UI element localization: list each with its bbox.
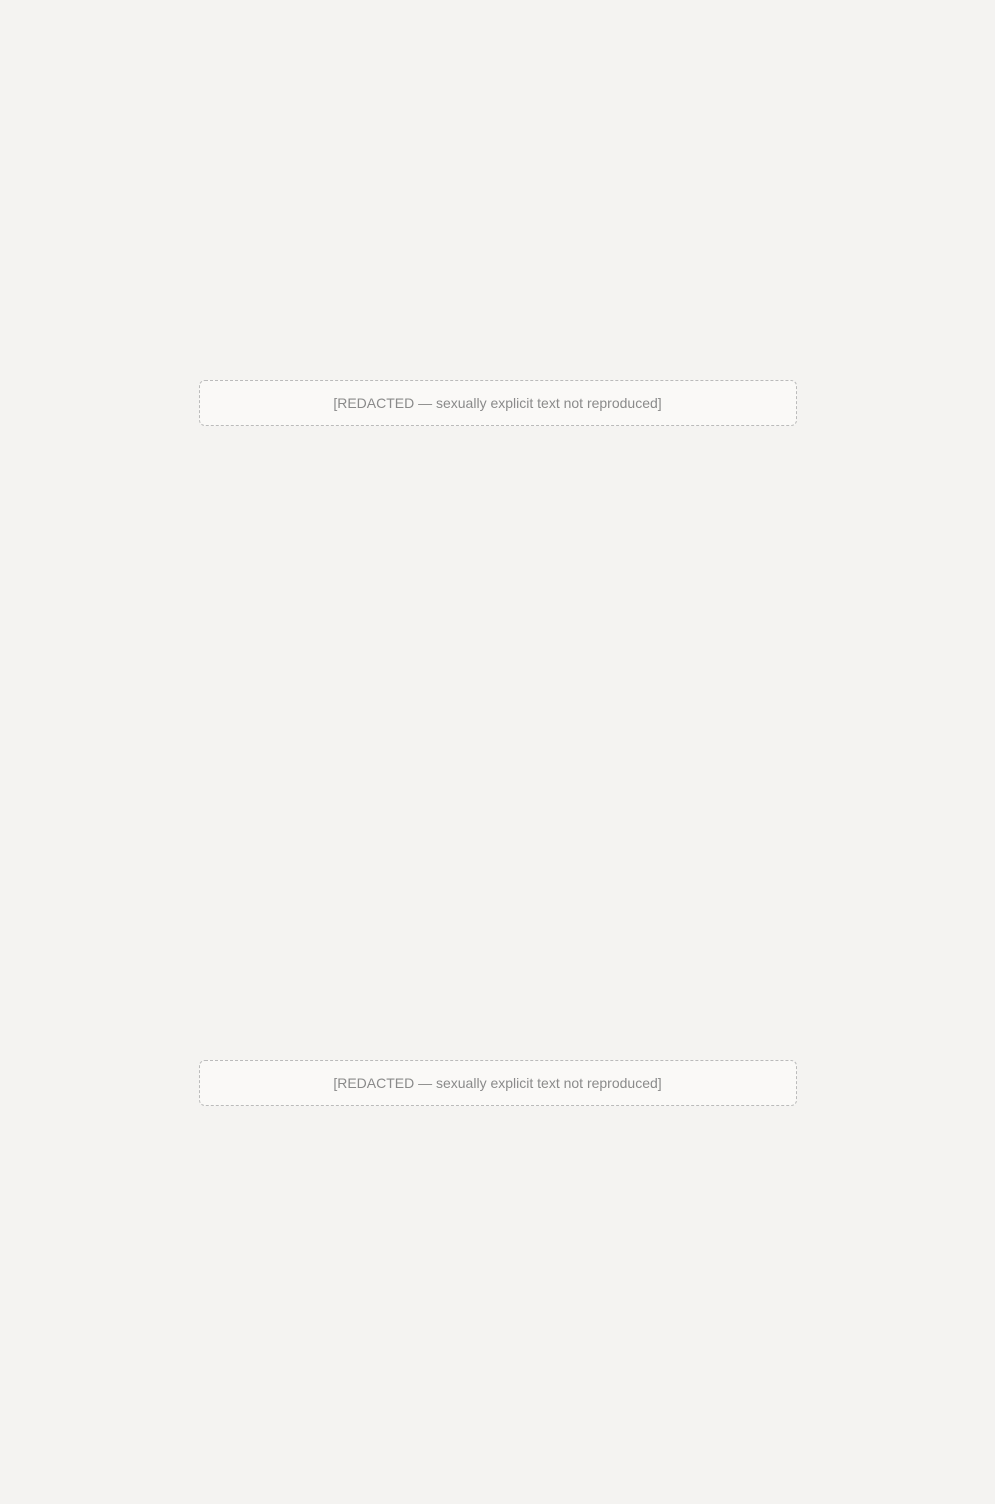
redaction-notice: [REDACTED — sexually explicit text not reproduced] xyxy=(199,380,797,426)
redaction-notice: [REDACTED — sexually explicit text not reproduced] xyxy=(199,1060,797,1106)
